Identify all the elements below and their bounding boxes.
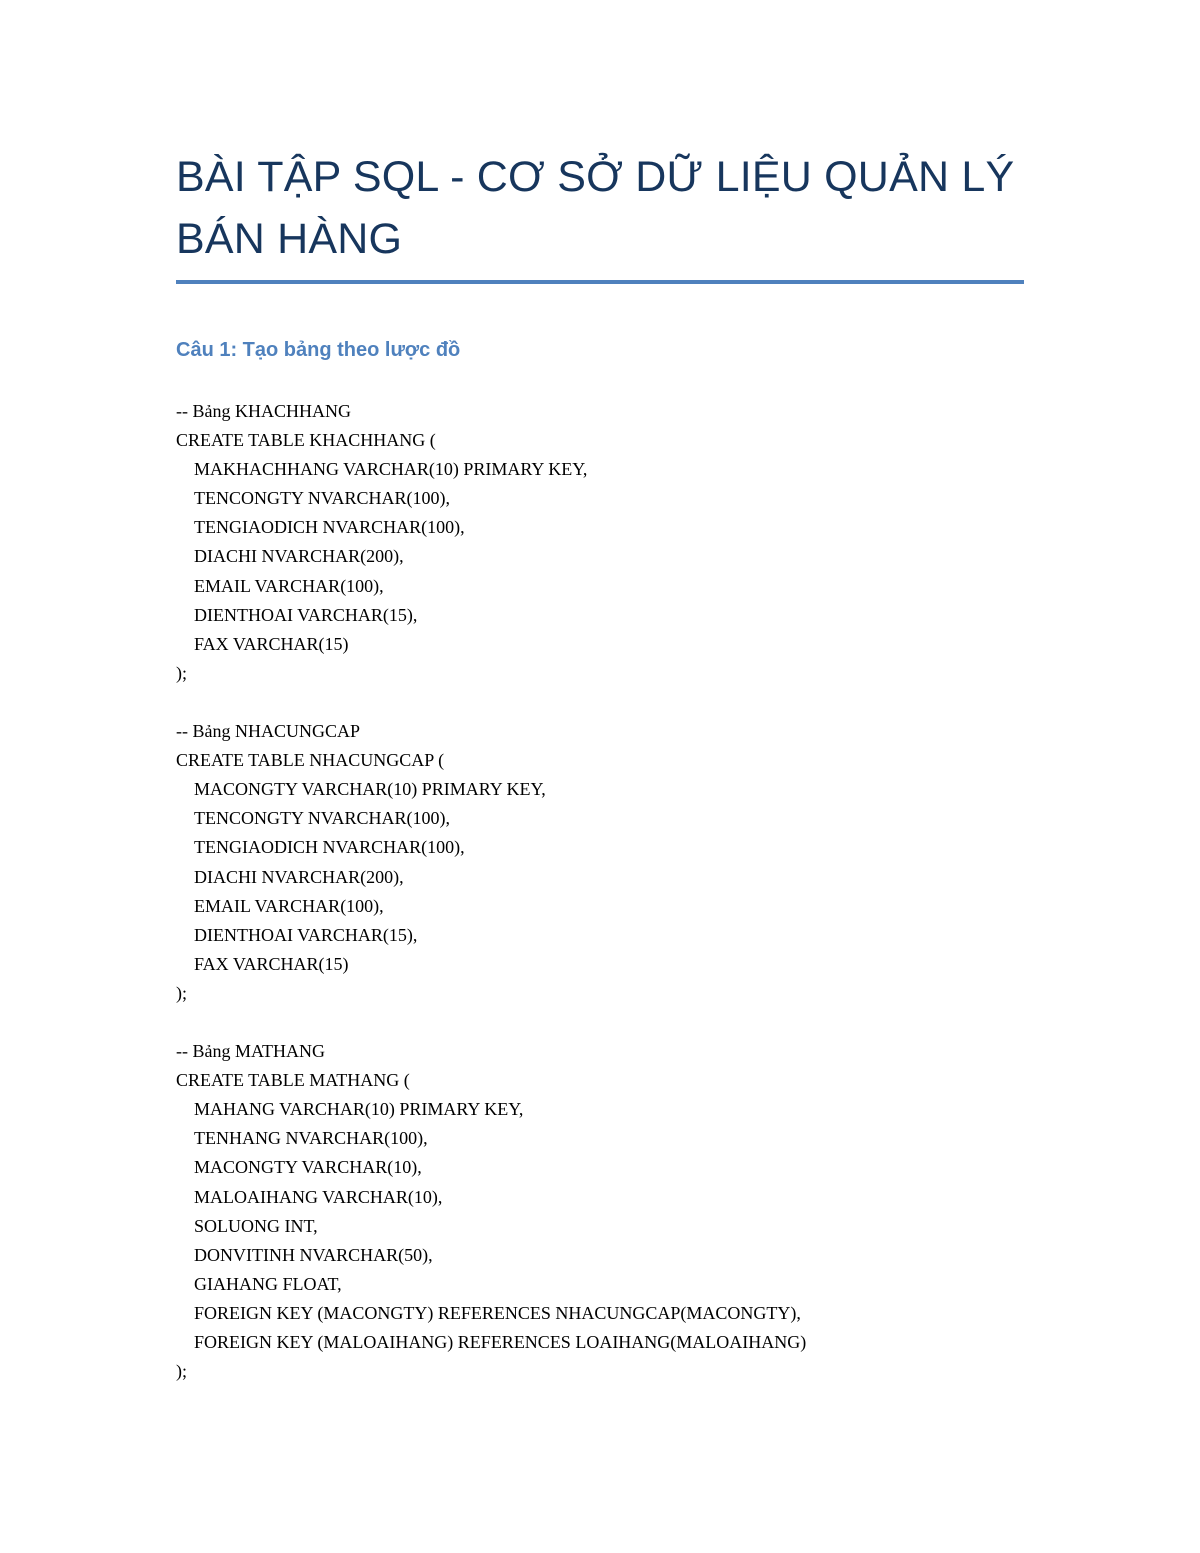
sql-column-line: EMAIL VARCHAR(100), xyxy=(194,575,384,596)
sql-comment: -- Bảng KHACHHANG xyxy=(176,401,351,421)
sql-column-line: TENGIAODICH NVARCHAR(100), xyxy=(194,837,465,858)
sql-column-line: TENGIAODICH NVARCHAR(100), xyxy=(194,517,465,538)
sql-column-line: DIENTHOAI VARCHAR(15), xyxy=(194,924,418,945)
sql-column-line: FAX VARCHAR(15) xyxy=(194,633,349,654)
sql-close-statement: ); xyxy=(176,662,187,683)
sql-column-line: DIACHI NVARCHAR(200), xyxy=(194,866,404,887)
sql-column-line: SOLUONG INT, xyxy=(194,1215,318,1236)
sql-comment: -- Bảng NHACUNGCAP xyxy=(176,721,360,742)
document-title xyxy=(176,146,1024,280)
sql-create-statement: CREATE TABLE NHACUNGCAP ( xyxy=(176,750,445,771)
sql-column-line: DIENTHOAI VARCHAR(15), xyxy=(194,604,418,625)
sql-close-statement: ); xyxy=(176,982,187,1003)
blank-line xyxy=(176,1008,1024,1037)
sql-comment: -- Bảng MATHANG xyxy=(176,1041,325,1062)
sql-column-line: MACONGTY VARCHAR(10), xyxy=(194,1157,422,1178)
sql-create-statement: CREATE TABLE KHACHHANG ( xyxy=(176,430,436,451)
sql-column-line: MAHANG VARCHAR(10) PRIMARY KEY, xyxy=(194,1099,524,1120)
sql-close-statement: ); xyxy=(176,1361,187,1382)
sql-column-line: EMAIL VARCHAR(100), xyxy=(194,895,384,916)
sql-column-line: MAKHACHHANG VARCHAR(10) PRIMARY KEY, xyxy=(194,459,588,480)
sql-foreign-key-line: FOREIGN KEY (MALOAIHANG) REFERENCES LOAIHANG(MALOAIHANG) xyxy=(194,1332,807,1352)
section-heading: Câu 1: Tạo bảng theo lược đồ xyxy=(176,339,461,361)
title-underline-rule xyxy=(176,280,1024,284)
sql-column-line: DONVITINH NVARCHAR(50), xyxy=(194,1244,433,1265)
document-content xyxy=(176,146,1024,1386)
sql-column-line: FAX VARCHAR(15) xyxy=(194,953,349,974)
sql-column-line: TENCONGTY NVARCHAR(100), xyxy=(194,488,450,509)
sql-create-statement: CREATE TABLE MATHANG ( xyxy=(176,1070,410,1091)
sql-column-line: TENCONGTY NVARCHAR(100), xyxy=(194,808,450,829)
sql-foreign-key-line: FOREIGN KEY (MACONGTY) REFERENCES NHACUNGCAP(MACONGTY), xyxy=(194,1302,801,1323)
sql-code-block xyxy=(176,397,1024,1386)
sql-column-line: MALOAIHANG VARCHAR(10), xyxy=(194,1186,443,1207)
document-title-line-2: BÁN HÀNG xyxy=(176,215,403,263)
blank-line xyxy=(176,688,1024,717)
sql-column-line: TENHANG NVARCHAR(100), xyxy=(194,1128,428,1149)
sql-table-khachhang xyxy=(176,397,1024,688)
sql-column-line: MACONGTY VARCHAR(10) PRIMARY KEY, xyxy=(194,779,546,800)
sql-column-line: DIACHI NVARCHAR(200), xyxy=(194,546,404,567)
sql-column-line: GIAHANG FLOAT, xyxy=(194,1273,342,1294)
sql-table-mathang xyxy=(176,1037,1024,1386)
sql-table-nhacungcap xyxy=(176,717,1024,1008)
document-title-line-1: BÀI TẬP SQL - CƠ SỞ DỮ LIỆU QUẢN LÝ xyxy=(176,153,1015,201)
